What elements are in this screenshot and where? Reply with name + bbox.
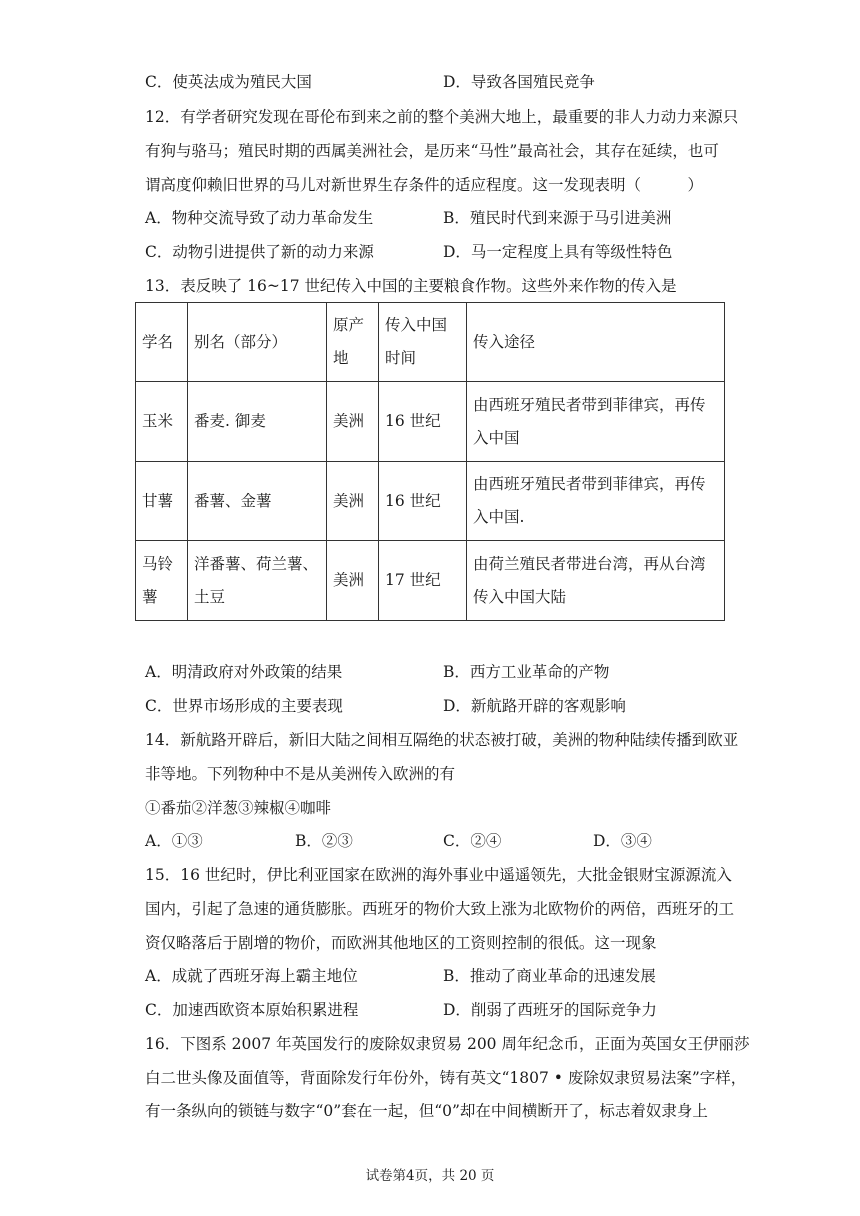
table-cell: 由西班牙殖民者带到菲律宾，再传入中国.: [467, 462, 725, 541]
q12-stem-line-2: 有狗与骆马；殖民时期的西属美洲社会，是历来“马性”最高社会，其存在延续，也可: [145, 142, 719, 160]
table-row: [136, 541, 725, 621]
q14-option-d: D．③④: [593, 832, 652, 850]
table-cell: 玉米: [136, 382, 188, 462]
header-cell: 传入中国时间: [379, 303, 467, 382]
q14-stem-line-1: 14．新航路开辟后，新旧大陆之间相互隔绝的状态被打破，美洲的物种陆续传播到欧亚: [145, 731, 739, 749]
table-cell: 番薯、金薯: [188, 462, 327, 541]
header-cell: 别名（部分）: [188, 303, 327, 382]
q14-items: ①番茄②洋葱③辣椒④咖啡: [145, 799, 332, 817]
q13-stem: 13．表反映了 16~17 世纪传入中国的主要粮食作物。这些外来作物的传入是: [145, 277, 677, 295]
q13-option-a: A．明清政府对外政策的结果: [145, 663, 343, 681]
q12-stem-line-1: 12．有学者研究发现在哥伦布到来之前的整个美洲大地上，最重要的非人力动力来源只: [145, 108, 739, 126]
q14-option-a: A．①③: [145, 832, 203, 850]
q12-option-b: B．殖民时代到来源于马引进美洲: [443, 209, 672, 227]
q16-stem-line-2: 白二世头像及面值等，背面除发行年份外，铸有英文“1807 • 废除奴隶贸易法案”字样，: [145, 1069, 747, 1087]
q12-option-a: A．物种交流导致了动力革命发生: [145, 209, 374, 227]
header-cell: 传入途径: [467, 303, 725, 382]
table-row: [136, 462, 725, 541]
header-cell: 学名: [136, 303, 188, 382]
table-cell: 美洲: [327, 541, 379, 621]
q12-option-d: D．马一定程度上具有等级性特色: [443, 243, 673, 261]
table-cell: 由西班牙殖民者带到菲律宾，再传入中国: [467, 382, 725, 462]
table-cell: 洋番薯、荷兰薯、土豆: [188, 541, 327, 621]
table-cell: 17 世纪: [379, 541, 467, 621]
q14-option-b: B．②③: [295, 832, 353, 850]
q16-stem-line-3: 有一条纵向的锁链与数字“0”套在一起，但“0”却在中间横断开了，标志着奴隶身上: [145, 1102, 708, 1120]
page-footer: 试卷第4页，共 20 页: [365, 1168, 495, 1184]
q13-option-c: C．世界市场形成的主要表现: [145, 697, 343, 715]
q15-option-a: A．成就了西班牙海上霸主地位: [145, 967, 358, 985]
q15-option-c: C．加速西欧资本原始积累进程: [145, 1001, 359, 1019]
q11-option-d: D．导致各国殖民竞争: [443, 73, 595, 91]
table-cell: 番麦. 御麦: [188, 382, 327, 462]
q13-option-b: B．西方工业革命的产物: [443, 663, 610, 681]
q15-option-d: D．削弱了西班牙的国际竞争力: [443, 1001, 657, 1019]
table-header-row: [136, 303, 725, 382]
q15-stem-line-1: 15．16 世纪时，伊比利亚国家在欧洲的海外事业中遥遥领先，大批金银财宝源源流入: [145, 866, 732, 884]
table-cell: 甘薯: [136, 462, 188, 541]
q11-option-c: C．使英法成为殖民大国: [145, 73, 312, 91]
table-row: [136, 382, 725, 462]
q14-stem-line-2: 非等地。下列物种中不是从美洲传入欧洲的有: [145, 765, 456, 783]
table-cell: 16 世纪: [379, 462, 467, 541]
table-cell: 由荷兰殖民者带进台湾，再从台湾传入中国大陆: [467, 541, 725, 621]
q16-stem-line-1: 16．下图系 2007 年英国发行的废除奴隶贸易 200 周年纪念币，正面为英国女王伊丽莎: [145, 1035, 750, 1053]
q12-stem-line-3: 谓高度仰赖旧世界的马儿对新世界生存条件的适应程度。这一发现表明（ ）: [145, 176, 704, 194]
header-cell: 原产地: [327, 303, 379, 382]
q12-option-c: C．动物引进提供了新的动力来源: [145, 243, 374, 261]
q15-stem-line-2: 国内，引起了急速的通货膨胀。西班牙的物价大致上涨为北欧物价的两倍，西班牙的工: [145, 900, 735, 918]
table-cell: 马铃薯: [136, 541, 188, 621]
q14-option-c: C．②④: [443, 832, 502, 850]
crops-table: [135, 302, 725, 621]
q15-stem-line-3: 资仅略落后于剧增的物价，而欧洲其他地区的工资则控制的很低。这一现象: [145, 934, 657, 952]
q15-option-b: B．推动了商业革命的迅速发展: [443, 967, 656, 985]
table-cell: 美洲: [327, 382, 379, 462]
table-cell: 16 世纪: [379, 382, 467, 462]
table-cell: 美洲: [327, 462, 379, 541]
q13-option-d: D．新航路开辟的客观影响: [443, 697, 626, 715]
